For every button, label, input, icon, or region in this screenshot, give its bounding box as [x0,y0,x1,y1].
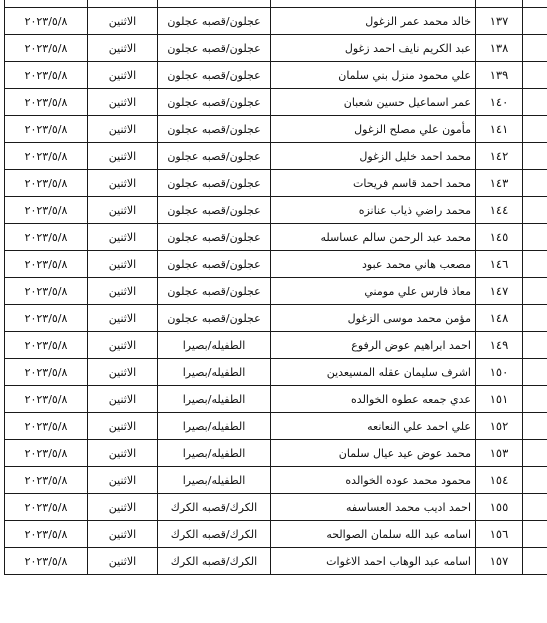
weekday: الاثنين [88,332,158,359]
weekday: الاثنين [88,359,158,386]
person-name: احمد اديب محمد العساسفه [271,494,476,521]
weekday: الاثنين [88,467,158,494]
table-row [5,8,547,35]
weekday: الاثنين [88,413,158,440]
table-row [5,548,547,575]
row-number: ١٤١ [476,116,523,143]
person-name: مؤمن محمد موسى الزغول [271,305,476,332]
table-row [5,467,547,494]
location: الطفيله/بصيرا [158,332,271,359]
table-row [5,359,547,386]
row-margin-cell [523,35,547,62]
row-number: ١٥٥ [476,494,523,521]
location: الطفيله/بصيرا [158,467,271,494]
row-margin-cell [523,224,547,251]
person-name: معاذ فارس علي مومني [271,278,476,305]
location: عجلون/قصبه عجلون [158,89,271,116]
row-margin-cell [523,494,547,521]
row-number: ١٥١ [476,386,523,413]
weekday: الاثنين [88,251,158,278]
table-row [5,224,547,251]
date: ٢٠٢٣/٥/٨ [5,8,88,35]
person-name: محمد احمد قاسم فريحات [271,170,476,197]
location: الطفيله/بصيرا [158,440,271,467]
date: ٢٠٢٣/٥/٨ [5,116,88,143]
date: ٢٠٢٣/٥/٨ [5,440,88,467]
weekday: الاثنين [88,494,158,521]
person-name: اسامه عبد الوهاب احمد الاغوات [271,548,476,575]
row-number: ١٤٠ [476,89,523,116]
row-number: ١٤٢ [476,143,523,170]
location: عجلون/قصبه عجلون [158,278,271,305]
table-row-cut-off [5,0,547,8]
row-number: ١٤٤ [476,197,523,224]
person-name: مصعب هاني محمد عبود [271,251,476,278]
row-number: ١٣٨ [476,35,523,62]
row-margin-cell [523,251,547,278]
table-row [5,332,547,359]
date: ٢٠٢٣/٥/٨ [5,467,88,494]
person-name: محمد عوض عيد عيال سلمان [271,440,476,467]
person-name: احمد ابراهيم عوض الرفوع [271,332,476,359]
person-name: محمود محمد عوده الخوالده [271,467,476,494]
row-margin-cell [523,440,547,467]
person-name: مأمون علي مصلح الزغول [271,116,476,143]
date: ٢٠٢٣/٥/٨ [5,170,88,197]
location: عجلون/قصبه عجلون [158,197,271,224]
row-margin-cell [523,521,547,548]
person-name: عدي جمعه عطوه الخوالده [271,386,476,413]
table-row [5,440,547,467]
table-row [5,386,547,413]
weekday: الاثنين [88,386,158,413]
date: ٢٠٢٣/٥/٨ [5,521,88,548]
weekday: الاثنين [88,143,158,170]
row-margin-cell [523,305,547,332]
location: عجلون/قصبه عجلون [158,35,271,62]
row-number: ١٤٥ [476,224,523,251]
location: الكرك/قصبه الكرك [158,548,271,575]
location: الكرك/قصبه الكرك [158,494,271,521]
table-row [5,521,547,548]
weekday: الاثنين [88,278,158,305]
weekday: الاثنين [88,197,158,224]
date: ٢٠٢٣/٥/٨ [5,359,88,386]
table-row [5,116,547,143]
location: عجلون/قصبه عجلون [158,8,271,35]
row-margin-cell [523,143,547,170]
row-margin-cell [523,332,547,359]
date: ٢٠٢٣/٥/٨ [5,143,88,170]
weekday: الاثنين [88,521,158,548]
row-margin-cell [523,170,547,197]
table-row [5,62,547,89]
row-margin-cell [523,386,547,413]
location: عجلون/قصبه عجلون [158,224,271,251]
table-row [5,305,547,332]
row-number: ١٥٤ [476,467,523,494]
weekday: الاثنين [88,89,158,116]
date: ٢٠٢٣/٥/٨ [5,305,88,332]
weekday: الاثنين [88,440,158,467]
row-margin-cell [523,359,547,386]
person-name: علي محمود منزل بني سلمان [271,62,476,89]
names-table [4,0,547,575]
person-name: محمد احمد خليل الزغول [271,143,476,170]
location: الطفيله/بصيرا [158,386,271,413]
row-margin-cell [523,413,547,440]
table-row [5,143,547,170]
person-name: علي احمد علي النعانعه [271,413,476,440]
location: الطفيله/بصيرا [158,359,271,386]
row-number: ١٤٨ [476,305,523,332]
table-row [5,494,547,521]
row-number: ١٥٣ [476,440,523,467]
table-body [5,0,547,575]
table-row [5,278,547,305]
location: الطفيله/بصيرا [158,413,271,440]
location: عجلون/قصبه عجلون [158,62,271,89]
row-number: ١٤٩ [476,332,523,359]
weekday: الاثنين [88,305,158,332]
table-row [5,251,547,278]
date: ٢٠٢٣/٥/٨ [5,197,88,224]
person-name: محمد عبد الرحمن سالم عساسله [271,224,476,251]
row-margin-cell [523,278,547,305]
row-number: ١٥٠ [476,359,523,386]
date: ٢٠٢٣/٥/٨ [5,89,88,116]
date: ٢٠٢٣/٥/٨ [5,62,88,89]
date: ٢٠٢٣/٥/٨ [5,251,88,278]
row-margin-cell [523,62,547,89]
location: الكرك/قصبه الكرك [158,521,271,548]
weekday: الاثنين [88,8,158,35]
date: ٢٠٢٣/٥/٨ [5,224,88,251]
date: ٢٠٢٣/٥/٨ [5,413,88,440]
row-number: ١٤٦ [476,251,523,278]
location: عجلون/قصبه عجلون [158,143,271,170]
person-name: اشرف سليمان عقله المسيعدين [271,359,476,386]
row-number: ١٥٧ [476,548,523,575]
person-name: محمد راضي ذياب عنانزه [271,197,476,224]
row-margin-cell [523,89,547,116]
table-row [5,413,547,440]
location: عجلون/قصبه عجلون [158,170,271,197]
weekday: الاثنين [88,224,158,251]
date: ٢٠٢٣/٥/٨ [5,35,88,62]
person-name: عمر اسماعيل حسين شعبان [271,89,476,116]
row-number: ١٤٧ [476,278,523,305]
table-row [5,170,547,197]
row-margin-cell [523,548,547,575]
date: ٢٠٢٣/٥/٨ [5,332,88,359]
weekday: الاثنين [88,116,158,143]
person-name: اسامه عبد الله سلمان الصوالحه [271,521,476,548]
person-name: عبد الكريم نايف احمد زغول [271,35,476,62]
person-name: خالد محمد عمر الزغول [271,8,476,35]
row-margin-cell [523,197,547,224]
table-row [5,197,547,224]
weekday: الاثنين [88,548,158,575]
row-number: ١٣٩ [476,62,523,89]
table-row [5,89,547,116]
row-number: ١٤٣ [476,170,523,197]
date: ٢٠٢٣/٥/٨ [5,494,88,521]
date: ٢٠٢٣/٥/٨ [5,548,88,575]
date: ٢٠٢٣/٥/٨ [5,278,88,305]
row-margin-cell [523,116,547,143]
row-number: ١٥٢ [476,413,523,440]
row-number: ١٣٧ [476,8,523,35]
document-sheet [4,0,543,575]
location: عجلون/قصبه عجلون [158,116,271,143]
location: عجلون/قصبه عجلون [158,305,271,332]
weekday: الاثنين [88,170,158,197]
weekday: الاثنين [88,35,158,62]
row-number: ١٥٦ [476,521,523,548]
table-row [5,35,547,62]
row-margin-cell [523,8,547,35]
location: عجلون/قصبه عجلون [158,251,271,278]
weekday: الاثنين [88,62,158,89]
row-margin-cell [523,467,547,494]
date: ٢٠٢٣/٥/٨ [5,386,88,413]
